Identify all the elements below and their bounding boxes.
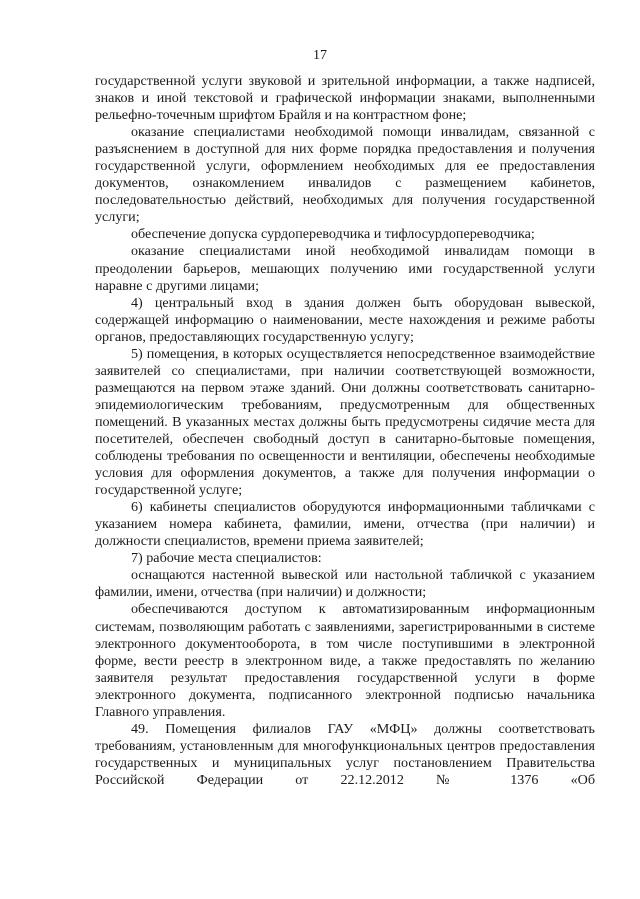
paragraph-item-5-premises: 5) помещения, в которых осуществляется непосредственное взаимодействие заявителей со специалистами, при наличии соответствующей возможности, размещаются на первом этаже зданий. Они должны соответствовать санитарно-эпидемиологическим требованиям, предусмотренным для общественных помещений. В указанных местах должны быть предусмотрены сидячие места для посетителей, обеспечен свободный доступ в санитарно-бытовые помещения, соблюдены требования по освещенности и вентиляции, обеспечены необходимые условия для оформления документов, а также для получения информации о государственной услуге;	[95, 345, 595, 499]
paragraph-accessibility-info: государственной услуги звуковой и зрительной информации, а также надписей, знаков и иной текстовой и графической информации знаками, выполненными рельефно-точечным шрифтом Брайля и на контрастном фоне;	[95, 73, 595, 124]
paragraph-sign-interpreter: обеспечение допуска сурдопереводчика и тифлосурдопереводчика;	[131, 226, 535, 243]
paragraph-item-7-workplaces: 7) рабочие места специалистов:	[131, 550, 322, 567]
paragraph-barrier-assistance: оказание специалистами иной необходимой инвалидам помощи в преодолении барьеров, мешающих получению ими государственной услуги наравне с другими лицами;	[95, 243, 595, 294]
page-number: 17	[313, 48, 327, 63]
paragraph-item-49-mfc: 49. Помещения филиалов ГАУ «МФЦ» должны соответствовать требованиям, установленным для многофункциональных центров предоставления государственных и муниципальных услуг постановлением Правительства Российской Федерации от 22.12.2012 № 1376 «Об	[95, 720, 595, 788]
paragraph-specialist-assistance: оказание специалистами необходимой помощи инвалидам, связанной с разъяснением в доступной для них форме порядка предоставления и получения государственной услуги, оформлением необходимых для ее предоставления документов, ознакомлением инвалидов с размещением кабинетов, последовательностью действий, необходимых для получения государственной услуги;	[95, 124, 595, 226]
paragraph-information-systems: обеспечиваются доступом к автоматизированным информационным системам, позволяющим работать с заявлениями, зарегистрированными в системе электронного документооборота, в том числе поступившими в электронной форме, вести реестр в электронном виде, а также предоставлять по желанию заявителя результат предоставления государственной услуги в форме электронного документа, подписанного электронной подписью начальника Главного управления.	[95, 601, 595, 720]
paragraph-item-6-offices: 6) кабинеты специалистов оборудуются информационными табличками с указанием номера кабинета, фамилии, имени, отчества (при наличии) и должности специалистов, времени приема заявителей;	[95, 499, 595, 550]
document-body	[95, 73, 595, 789]
paragraph-item-4-entrance: 4) центральный вход в здания должен быть оборудован вывеской, содержащей информацию о наименовании, месте нахождения и режиме работы органов, предоставляющих государственную услугу;	[95, 294, 595, 345]
paragraph-signage: оснащаются настенной вывеской или настольной табличкой с указанием фамилии, имени, отчества (при наличии) и должности;	[95, 567, 595, 601]
